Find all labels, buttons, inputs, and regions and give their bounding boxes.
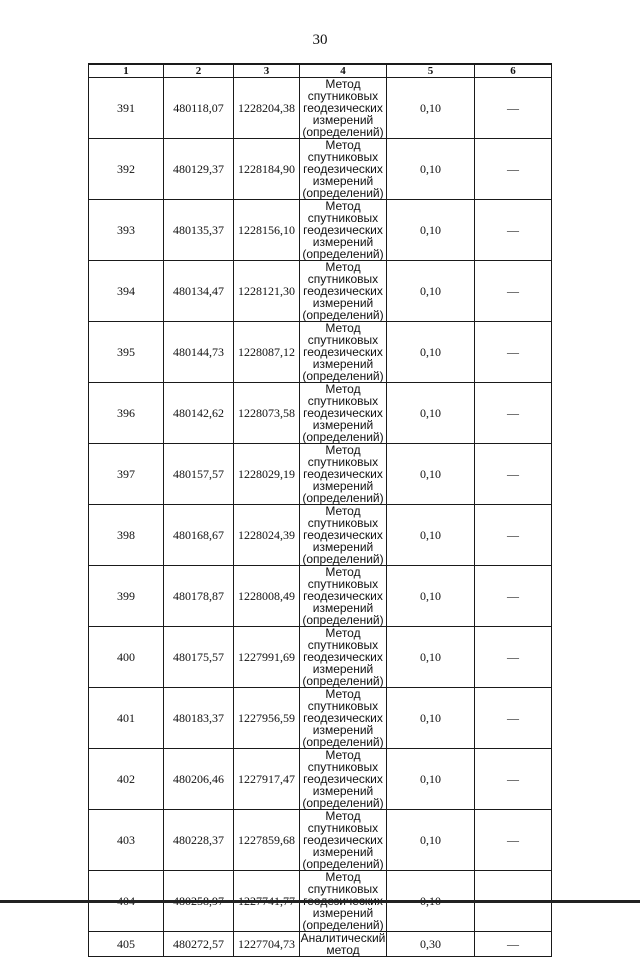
x-coordinate-cell: 480135,37 — [164, 200, 234, 261]
accuracy-cell: 0,30 — [387, 932, 475, 957]
y-coordinate-cell: 1227991,69 — [234, 627, 300, 688]
accuracy-cell: 0,10 — [387, 139, 475, 200]
y-coordinate-cell: 1228121,30 — [234, 261, 300, 322]
point-number-cell: 394 — [89, 261, 164, 322]
table-row — [89, 688, 552, 749]
x-coordinate-cell: 480178,87 — [164, 566, 234, 627]
table-row — [89, 78, 552, 139]
accuracy-cell: 0,10 — [387, 566, 475, 627]
table-row — [89, 566, 552, 627]
table-row — [89, 932, 552, 957]
header-col-5: 5 — [387, 64, 475, 78]
method-cell: Метод спутниковых геодезических измерений (определений) — [300, 261, 387, 322]
table-row — [89, 749, 552, 810]
table-row — [89, 322, 552, 383]
y-coordinate-cell: 1227956,59 — [234, 688, 300, 749]
accuracy-cell: 0,10 — [387, 383, 475, 444]
accuracy-cell: 0,10 — [387, 78, 475, 139]
table-row — [89, 139, 552, 200]
accuracy-cell: 0,10 — [387, 749, 475, 810]
point-number-cell: 398 — [89, 505, 164, 566]
note-cell: — — [475, 688, 552, 749]
accuracy-cell: 0,10 — [387, 688, 475, 749]
note-cell: — — [475, 322, 552, 383]
note-cell: — — [475, 505, 552, 566]
note-cell: — — [475, 444, 552, 505]
method-cell: Аналитический метод — [300, 931, 386, 957]
accuracy-cell: 0,10 — [387, 810, 475, 871]
header-col-2: 2 — [164, 64, 234, 78]
point-number-cell: 403 — [89, 810, 164, 871]
note-cell: — — [475, 261, 552, 322]
point-number-cell: 402 — [89, 749, 164, 810]
method-cell: Метод спутниковых геодезических измерений (определений) — [300, 322, 387, 383]
x-coordinate-cell: 480118,07 — [164, 78, 234, 139]
point-number-cell: 397 — [89, 444, 164, 505]
x-coordinate-cell: 480134,47 — [164, 261, 234, 322]
point-number-cell: 395 — [89, 322, 164, 383]
coordinates-table-container — [88, 63, 551, 957]
y-coordinate-cell: 1227917,47 — [234, 749, 300, 810]
header-col-1: 1 — [89, 64, 164, 78]
table-header — [89, 64, 552, 78]
x-coordinate-cell: 480129,37 — [164, 139, 234, 200]
x-coordinate-cell: 480175,57 — [164, 627, 234, 688]
y-coordinate-cell: 1228087,12 — [234, 322, 300, 383]
method-cell: Метод спутниковых геодезических измерений (определений) — [300, 810, 387, 871]
point-number-cell: 391 — [89, 78, 164, 139]
x-coordinate-cell: 480142,62 — [164, 383, 234, 444]
point-number-cell: 405 — [89, 932, 164, 957]
x-coordinate-cell: 480144,73 — [164, 322, 234, 383]
x-coordinate-cell: 480228,37 — [164, 810, 234, 871]
x-coordinate-cell: 480206,46 — [164, 749, 234, 810]
method-cell: Метод спутниковых геодезических измерений (определений) — [300, 78, 387, 139]
note-cell: — — [475, 749, 552, 810]
table-row — [89, 200, 552, 261]
accuracy-cell: 0,10 — [387, 322, 475, 383]
table-row — [89, 810, 552, 871]
point-number-cell: 393 — [89, 200, 164, 261]
method-cell: Метод спутниковых геодезических измерений (определений) — [300, 749, 387, 810]
note-cell: — — [475, 627, 552, 688]
accuracy-cell: 0,10 — [387, 261, 475, 322]
note-cell: — — [475, 78, 552, 139]
method-cell: Метод спутниковых геодезических измерений (определений) — [300, 566, 387, 627]
x-coordinate-cell: 480168,67 — [164, 505, 234, 566]
point-number-cell: 399 — [89, 566, 164, 627]
y-coordinate-cell: 1228204,38 — [234, 78, 300, 139]
header-col-4: 4 — [300, 64, 387, 78]
note-cell: — — [475, 200, 552, 261]
table-row — [89, 261, 552, 322]
page-number: 30 — [312, 32, 328, 48]
y-coordinate-cell: 1227859,68 — [234, 810, 300, 871]
y-coordinate-cell: 1228184,90 — [234, 139, 300, 200]
bottom-rule — [0, 900, 640, 903]
accuracy-cell: 0,10 — [387, 200, 475, 261]
x-coordinate-cell: 480183,37 — [164, 688, 234, 749]
point-number-cell: 400 — [89, 627, 164, 688]
method-cell: Метод спутниковых геодезических измерений (определений) — [300, 383, 387, 444]
y-coordinate-cell: 1228008,49 — [234, 566, 300, 627]
note-cell: — — [475, 566, 552, 627]
method-cell: Метод спутниковых геодезических измерений (определений) — [300, 139, 387, 200]
note-cell: — — [475, 139, 552, 200]
coordinates-table — [88, 63, 552, 957]
header-col-3: 3 — [234, 64, 300, 78]
accuracy-cell: 0,10 — [387, 444, 475, 505]
y-coordinate-cell: 1228024,39 — [234, 505, 300, 566]
point-number-cell: 396 — [89, 383, 164, 444]
header-col-6: 6 — [475, 64, 552, 78]
note-cell: — — [475, 383, 552, 444]
table-row — [89, 627, 552, 688]
table-row — [89, 383, 552, 444]
y-coordinate-cell: 1227704,73 — [234, 932, 300, 957]
accuracy-cell: 0,10 — [387, 627, 475, 688]
method-cell: Метод спутниковых измерений (определений) — [300, 871, 387, 932]
table-body — [89, 78, 552, 957]
point-number-cell: 401 — [89, 688, 164, 749]
y-coordinate-cell: 1228073,58 — [234, 383, 300, 444]
method-cell: Метод спутниковых геодезических измерений (определений) — [300, 444, 387, 505]
accuracy-cell: 0,10 — [387, 505, 475, 566]
table-row — [89, 505, 552, 566]
method-cell: Метод спутниковых геодезических измерений (определений) — [300, 200, 387, 261]
x-coordinate-cell: 480157,57 — [164, 444, 234, 505]
method-cell: Метод спутниковых геодезических измерений (определений) — [300, 688, 387, 749]
method-cell: Метод спутниковых геодезических измерений (определений) — [300, 627, 387, 688]
note-cell: — — [475, 810, 552, 871]
point-number-cell: 392 — [89, 139, 164, 200]
y-coordinate-cell: 1228029,19 — [234, 444, 300, 505]
header-row — [89, 64, 552, 78]
method-cell: Метод спутниковых геодезических измерений (определений) — [300, 505, 387, 566]
note-cell: — — [475, 932, 552, 957]
y-coordinate-cell: 1228156,10 — [234, 200, 300, 261]
table-row — [89, 444, 552, 505]
x-coordinate-cell: 480272,57 — [164, 932, 234, 957]
